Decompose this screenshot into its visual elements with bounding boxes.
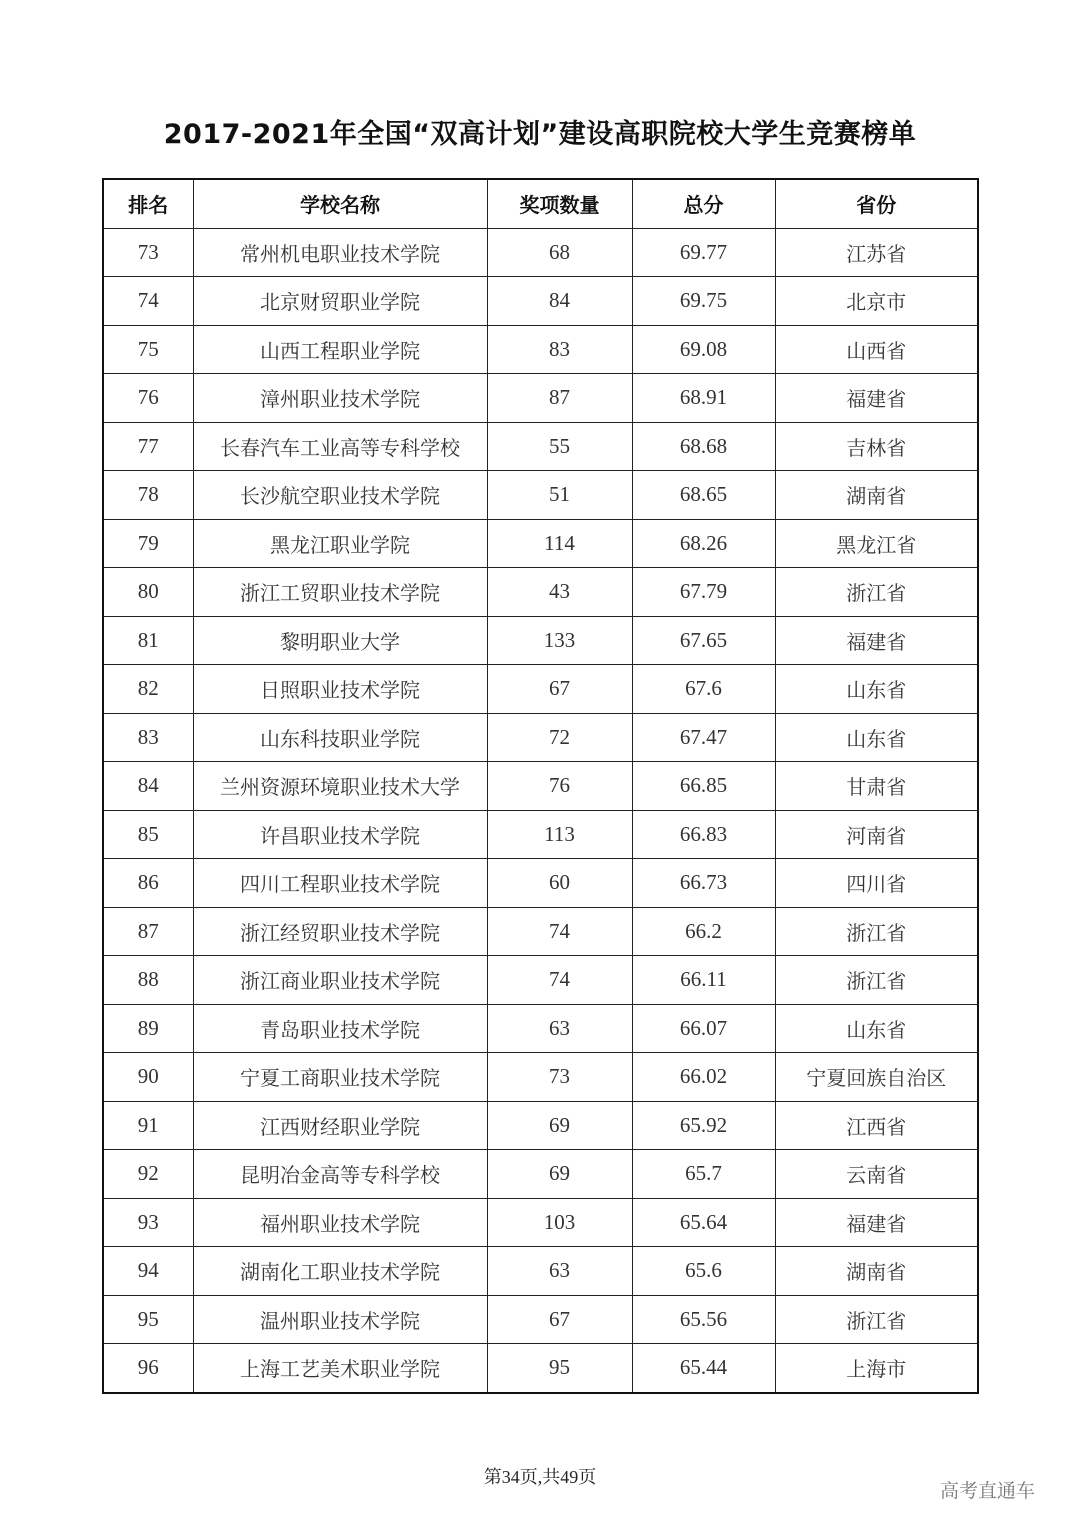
cell-rank: 85 <box>103 810 193 859</box>
table-row <box>103 471 978 520</box>
cell-province: 山东省 <box>775 1004 978 1053</box>
cell-rank: 95 <box>103 1295 193 1344</box>
cell-total-score: 69.77 <box>632 228 775 277</box>
cell-province: 福建省 <box>775 374 978 423</box>
cell-province: 浙江省 <box>775 1295 978 1344</box>
cell-total-score: 65.44 <box>632 1344 775 1393</box>
cell-award-count: 43 <box>487 568 632 617</box>
table-row <box>103 374 978 423</box>
cell-total-score: 68.65 <box>632 471 775 520</box>
cell-school-name: 常州机电职业技术学院 <box>193 228 487 277</box>
cell-province: 山东省 <box>775 665 978 714</box>
table-row <box>103 907 978 956</box>
cell-school-name: 北京财贸职业学院 <box>193 277 487 326</box>
cell-rank: 81 <box>103 616 193 665</box>
cell-province: 上海市 <box>775 1344 978 1393</box>
cell-rank: 91 <box>103 1101 193 1150</box>
cell-province: 云南省 <box>775 1150 978 1199</box>
cell-total-score: 66.73 <box>632 859 775 908</box>
cell-award-count: 83 <box>487 325 632 374</box>
cell-award-count: 113 <box>487 810 632 859</box>
header-total-score: 总分 <box>632 179 775 228</box>
cell-province: 黑龙江省 <box>775 519 978 568</box>
cell-award-count: 63 <box>487 1004 632 1053</box>
cell-school-name: 宁夏工商职业技术学院 <box>193 1053 487 1102</box>
cell-total-score: 66.07 <box>632 1004 775 1053</box>
table-row <box>103 810 978 859</box>
cell-total-score: 65.92 <box>632 1101 775 1150</box>
cell-total-score: 65.56 <box>632 1295 775 1344</box>
cell-award-count: 69 <box>487 1150 632 1199</box>
cell-total-score: 66.02 <box>632 1053 775 1102</box>
cell-province: 浙江省 <box>775 907 978 956</box>
page-number: 第34页,共49页 <box>483 1467 597 1487</box>
cell-award-count: 51 <box>487 471 632 520</box>
cell-province: 河南省 <box>775 810 978 859</box>
cell-rank: 78 <box>103 471 193 520</box>
table-row <box>103 1295 978 1344</box>
table-row <box>103 325 978 374</box>
table-row <box>103 713 978 762</box>
cell-school-name: 黑龙江职业学院 <box>193 519 487 568</box>
cell-award-count: 133 <box>487 616 632 665</box>
cell-total-score: 65.7 <box>632 1150 775 1199</box>
cell-province: 吉林省 <box>775 422 978 471</box>
cell-school-name: 福州职业技术学院 <box>193 1198 487 1247</box>
cell-total-score: 67.79 <box>632 568 775 617</box>
cell-award-count: 73 <box>487 1053 632 1102</box>
cell-total-score: 69.75 <box>632 277 775 326</box>
header-rank: 排名 <box>103 179 193 228</box>
cell-rank: 93 <box>103 1198 193 1247</box>
cell-school-name: 青岛职业技术学院 <box>193 1004 487 1053</box>
cell-school-name: 昆明冶金高等专科学校 <box>193 1150 487 1199</box>
cell-rank: 84 <box>103 762 193 811</box>
cell-award-count: 76 <box>487 762 632 811</box>
cell-school-name: 温州职业技术学院 <box>193 1295 487 1344</box>
cell-province: 福建省 <box>775 1198 978 1247</box>
ranking-table <box>102 178 979 1394</box>
table-row <box>103 1198 978 1247</box>
cell-rank: 89 <box>103 1004 193 1053</box>
table-row <box>103 1053 978 1102</box>
table-body <box>103 228 978 1393</box>
cell-province: 甘肃省 <box>775 762 978 811</box>
cell-school-name: 兰州资源环境职业技术大学 <box>193 762 487 811</box>
cell-total-score: 65.64 <box>632 1198 775 1247</box>
cell-school-name: 浙江经贸职业技术学院 <box>193 907 487 956</box>
cell-school-name: 江西财经职业学院 <box>193 1101 487 1150</box>
table-row <box>103 1150 978 1199</box>
cell-total-score: 68.68 <box>632 422 775 471</box>
cell-award-count: 60 <box>487 859 632 908</box>
cell-rank: 94 <box>103 1247 193 1296</box>
cell-rank: 96 <box>103 1344 193 1393</box>
cell-school-name: 山东科技职业学院 <box>193 713 487 762</box>
cell-rank: 83 <box>103 713 193 762</box>
cell-award-count: 74 <box>487 907 632 956</box>
table-row <box>103 228 978 277</box>
cell-total-score: 68.91 <box>632 374 775 423</box>
cell-total-score: 67.47 <box>632 713 775 762</box>
cell-school-name: 山西工程职业学院 <box>193 325 487 374</box>
cell-school-name: 日照职业技术学院 <box>193 665 487 714</box>
table-row <box>103 1004 978 1053</box>
cell-rank: 76 <box>103 374 193 423</box>
cell-rank: 74 <box>103 277 193 326</box>
table-row <box>103 859 978 908</box>
cell-school-name: 漳州职业技术学院 <box>193 374 487 423</box>
cell-province: 湖南省 <box>775 471 978 520</box>
cell-total-score: 67.6 <box>632 665 775 714</box>
cell-total-score: 65.6 <box>632 1247 775 1296</box>
table-row <box>103 568 978 617</box>
cell-school-name: 许昌职业技术学院 <box>193 810 487 859</box>
cell-rank: 77 <box>103 422 193 471</box>
cell-award-count: 103 <box>487 1198 632 1247</box>
cell-province: 浙江省 <box>775 956 978 1005</box>
cell-province: 北京市 <box>775 277 978 326</box>
cell-award-count: 87 <box>487 374 632 423</box>
cell-school-name: 四川工程职业技术学院 <box>193 859 487 908</box>
cell-rank: 75 <box>103 325 193 374</box>
cell-total-score: 68.26 <box>632 519 775 568</box>
cell-province: 江西省 <box>775 1101 978 1150</box>
cell-rank: 86 <box>103 859 193 908</box>
cell-award-count: 67 <box>487 665 632 714</box>
watermark: 高考直通车 <box>940 1480 1036 1502</box>
cell-province: 福建省 <box>775 616 978 665</box>
table-header-row <box>103 179 978 228</box>
cell-award-count: 67 <box>487 1295 632 1344</box>
cell-rank: 87 <box>103 907 193 956</box>
cell-rank: 82 <box>103 665 193 714</box>
page-title: 2017-2021年全国“双高计划”建设高职院校大学生竞赛榜单 <box>163 119 917 150</box>
cell-school-name: 上海工艺美术职业学院 <box>193 1344 487 1393</box>
cell-rank: 92 <box>103 1150 193 1199</box>
cell-rank: 80 <box>103 568 193 617</box>
cell-total-score: 67.65 <box>632 616 775 665</box>
cell-province: 浙江省 <box>775 568 978 617</box>
cell-province: 江苏省 <box>775 228 978 277</box>
cell-rank: 73 <box>103 228 193 277</box>
table-row <box>103 956 978 1005</box>
cell-school-name: 长沙航空职业技术学院 <box>193 471 487 520</box>
table-row <box>103 616 978 665</box>
cell-school-name: 黎明职业大学 <box>193 616 487 665</box>
table-row <box>103 1101 978 1150</box>
table-row <box>103 762 978 811</box>
cell-total-score: 69.08 <box>632 325 775 374</box>
cell-total-score: 66.11 <box>632 956 775 1005</box>
header-school-name: 学校名称 <box>193 179 487 228</box>
table-row <box>103 519 978 568</box>
cell-total-score: 66.83 <box>632 810 775 859</box>
cell-award-count: 55 <box>487 422 632 471</box>
cell-rank: 88 <box>103 956 193 1005</box>
table-row <box>103 1344 978 1393</box>
cell-school-name: 浙江工贸职业技术学院 <box>193 568 487 617</box>
cell-province: 山东省 <box>775 713 978 762</box>
cell-award-count: 95 <box>487 1344 632 1393</box>
cell-province: 湖南省 <box>775 1247 978 1296</box>
cell-award-count: 74 <box>487 956 632 1005</box>
cell-province: 山西省 <box>775 325 978 374</box>
cell-rank: 79 <box>103 519 193 568</box>
cell-award-count: 63 <box>487 1247 632 1296</box>
cell-award-count: 68 <box>487 228 632 277</box>
cell-total-score: 66.85 <box>632 762 775 811</box>
cell-school-name: 湖南化工职业技术学院 <box>193 1247 487 1296</box>
header-province: 省份 <box>775 179 978 228</box>
table-row <box>103 665 978 714</box>
header-award-count: 奖项数量 <box>487 179 632 228</box>
cell-province: 宁夏回族自治区 <box>775 1053 978 1102</box>
cell-province: 四川省 <box>775 859 978 908</box>
table-row <box>103 1247 978 1296</box>
cell-award-count: 114 <box>487 519 632 568</box>
cell-school-name: 长春汽车工业高等专科学校 <box>193 422 487 471</box>
cell-total-score: 66.2 <box>632 907 775 956</box>
table-row <box>103 422 978 471</box>
cell-award-count: 72 <box>487 713 632 762</box>
cell-rank: 90 <box>103 1053 193 1102</box>
cell-award-count: 69 <box>487 1101 632 1150</box>
table-row <box>103 277 978 326</box>
cell-award-count: 84 <box>487 277 632 326</box>
cell-school-name: 浙江商业职业技术学院 <box>193 956 487 1005</box>
